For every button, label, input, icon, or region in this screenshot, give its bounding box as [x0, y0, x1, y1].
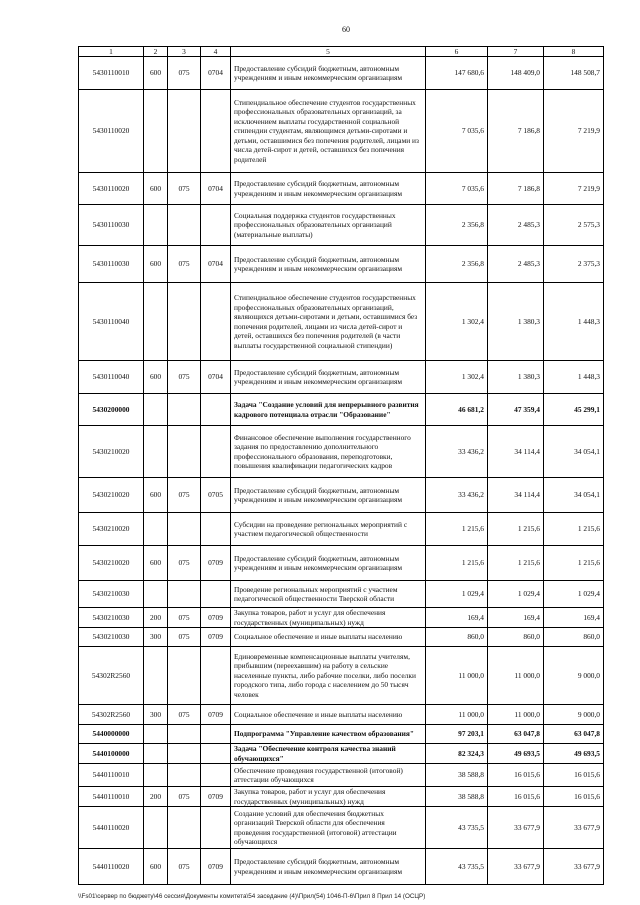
cell-value-1: 11 000,0 [426, 705, 488, 725]
cell-value-1: 43 735,5 [426, 807, 488, 849]
column-number: 6 [426, 47, 488, 57]
cell-name: Предоставление субсидий бюджетным, автономным учреждениям и иным некоммерческим организациям [231, 361, 426, 394]
cell-value-1: 7 035,6 [426, 90, 488, 173]
cell-value-2: 11 000,0 [488, 705, 544, 725]
cell-value-2: 11 000,0 [488, 647, 544, 705]
cell-administrator-code: 075 [168, 173, 201, 205]
cell-expense-type: 600 [144, 173, 168, 205]
table-row [79, 807, 604, 849]
cell-section-code: 0704 [201, 361, 231, 394]
cell-target-code: 5430210030 [79, 628, 144, 647]
cell-value-2: 33 677,9 [488, 849, 544, 885]
cell-value-2: 169,4 [488, 608, 544, 628]
cell-value-3: 9 000,0 [544, 647, 604, 705]
cell-administrator-code: 075 [168, 705, 201, 725]
cell-value-3: 16 015,6 [544, 787, 604, 807]
cell-section-code: 0709 [201, 628, 231, 647]
column-number: 5 [231, 47, 426, 57]
cell-target-code: 5430110030 [79, 205, 144, 246]
table-row [79, 173, 604, 205]
cell-expense-type: 600 [144, 478, 168, 513]
cell-expense-type [144, 647, 168, 705]
table-row [79, 205, 604, 246]
cell-section-code [201, 764, 231, 787]
cell-value-3: 63 047,8 [544, 725, 604, 744]
cell-administrator-code [168, 426, 201, 478]
cell-target-code: 5440110010 [79, 764, 144, 787]
cell-value-1: 38 588,8 [426, 787, 488, 807]
cell-value-3: 2 575,3 [544, 205, 604, 246]
cell-name: Стипендиальное обеспечение студентов государственных профессиональных образовательных организаций, за исключением выплаты государственной социальной стипендии студентам, являющимся детьми-сиротами и детьми, оставшимися без попечения родителей, лицами из числа детей-сирот и детей, оставшихся без попечения родителей [231, 90, 426, 173]
table-row [79, 394, 604, 426]
cell-expense-type: 200 [144, 787, 168, 807]
table-row [79, 478, 604, 513]
page-number: 60 [342, 25, 350, 34]
cell-administrator-code [168, 205, 201, 246]
cell-section-code: 0704 [201, 173, 231, 205]
cell-name: Проведение региональных мероприятий с участием педагогической общественности Тверской области [231, 581, 426, 608]
cell-value-1: 147 680,6 [426, 57, 488, 90]
cell-value-3: 148 508,7 [544, 57, 604, 90]
cell-administrator-code: 075 [168, 57, 201, 90]
budget-table [78, 46, 604, 885]
cell-value-2: 34 114,4 [488, 478, 544, 513]
table-row [79, 426, 604, 478]
cell-expense-type [144, 807, 168, 849]
cell-value-1: 82 324,3 [426, 744, 488, 764]
table-row [79, 90, 604, 173]
cell-administrator-code: 075 [168, 628, 201, 647]
cell-name: Финансовое обеспечение выполнения государственного задания по предоставлению дополнительного профессионального образования, переподготовки, повышения квалификации педагогических кадров [231, 426, 426, 478]
column-number: 4 [201, 47, 231, 57]
cell-name: Предоставление субсидий бюджетным, автономным учреждениям и иным некоммерческим организациям [231, 173, 426, 205]
cell-value-2: 49 693,5 [488, 744, 544, 764]
cell-administrator-code [168, 90, 201, 173]
cell-value-2: 7 186,8 [488, 90, 544, 173]
cell-value-1: 1 215,6 [426, 513, 488, 546]
cell-section-code [201, 90, 231, 173]
cell-target-code: 5430110040 [79, 283, 144, 361]
cell-value-3: 33 677,9 [544, 807, 604, 849]
cell-name: Задача "Обеспечение контроля качества знаний обучающихся" [231, 744, 426, 764]
cell-value-3: 34 054,1 [544, 478, 604, 513]
cell-name: Закупка товаров, работ и услуг для обеспечения государственных (муниципальных) нужд [231, 608, 426, 628]
cell-value-1: 38 588,8 [426, 764, 488, 787]
cell-administrator-code [168, 807, 201, 849]
cell-value-3: 16 015,6 [544, 764, 604, 787]
cell-expense-type [144, 394, 168, 426]
cell-section-code [201, 205, 231, 246]
cell-target-code: 5440110020 [79, 807, 144, 849]
table-row [79, 647, 604, 705]
cell-value-1: 1 302,4 [426, 361, 488, 394]
cell-value-3: 49 693,5 [544, 744, 604, 764]
cell-section-code: 0705 [201, 478, 231, 513]
table-row [79, 513, 604, 546]
cell-administrator-code [168, 744, 201, 764]
cell-value-1: 2 356,8 [426, 246, 488, 283]
table-row [79, 849, 604, 885]
cell-section-code [201, 513, 231, 546]
cell-expense-type: 200 [144, 608, 168, 628]
cell-name: Социальная поддержка студентов государственных профессиональных образовательных организаций (материальные выплаты) [231, 205, 426, 246]
cell-value-1: 7 035,6 [426, 173, 488, 205]
cell-value-3: 1 448,3 [544, 283, 604, 361]
cell-administrator-code: 075 [168, 361, 201, 394]
cell-target-code: 5440110020 [79, 849, 144, 885]
cell-expense-type: 600 [144, 849, 168, 885]
cell-target-code: 5430200000 [79, 394, 144, 426]
cell-value-1: 33 436,2 [426, 426, 488, 478]
table-row [79, 787, 604, 807]
cell-value-3: 1 215,6 [544, 513, 604, 546]
cell-value-3: 169,4 [544, 608, 604, 628]
cell-value-1: 33 436,2 [426, 478, 488, 513]
column-number: 8 [544, 47, 604, 57]
cell-target-code: 5430210030 [79, 608, 144, 628]
cell-section-code [201, 283, 231, 361]
cell-section-code: 0709 [201, 787, 231, 807]
table-row [79, 628, 604, 647]
cell-expense-type [144, 205, 168, 246]
cell-value-1: 1 302,4 [426, 283, 488, 361]
cell-expense-type: 600 [144, 361, 168, 394]
cell-administrator-code [168, 764, 201, 787]
cell-value-1: 46 681,2 [426, 394, 488, 426]
cell-section-code [201, 394, 231, 426]
cell-expense-type: 300 [144, 705, 168, 725]
cell-value-1: 11 000,0 [426, 647, 488, 705]
table-row [79, 361, 604, 394]
cell-section-code [201, 647, 231, 705]
cell-value-2: 1 215,6 [488, 513, 544, 546]
cell-name: Создание условий для обеспечения бюджетных организаций Тверской области для обеспечения проведения государственной (итоговой) аттестации обучающихся [231, 807, 426, 849]
table-row [79, 246, 604, 283]
cell-expense-type: 600 [144, 246, 168, 283]
cell-value-2: 2 485,3 [488, 246, 544, 283]
cell-section-code: 0709 [201, 608, 231, 628]
column-number-row [79, 47, 604, 57]
column-number: 7 [488, 47, 544, 57]
cell-administrator-code [168, 725, 201, 744]
table-row [79, 283, 604, 361]
cell-name: Предоставление субсидий бюджетным, автономным учреждениям и иным некоммерческим организациям [231, 246, 426, 283]
cell-target-code: 5440100000 [79, 744, 144, 764]
cell-value-2: 860,0 [488, 628, 544, 647]
cell-expense-type: 600 [144, 57, 168, 90]
cell-name: Предоставление субсидий бюджетным, автономным учреждениям и иным некоммерческим организациям [231, 478, 426, 513]
cell-value-1: 860,0 [426, 628, 488, 647]
cell-target-code: 5430110010 [79, 57, 144, 90]
cell-administrator-code: 075 [168, 849, 201, 885]
cell-target-code: 5430110040 [79, 361, 144, 394]
cell-target-code: 5430210030 [79, 581, 144, 608]
cell-target-code: 5430210020 [79, 426, 144, 478]
cell-name: Субсидии на проведение региональных мероприятий с участием педагогической общественности [231, 513, 426, 546]
cell-target-code: 5430210020 [79, 478, 144, 513]
cell-name: Задача "Создание условий для непрерывного развития кадрового потенциала отрасли "Образование" [231, 394, 426, 426]
cell-administrator-code [168, 394, 201, 426]
cell-name: Предоставление субсидий бюджетным, автономным учреждениям и иным некоммерческим организациям [231, 546, 426, 581]
cell-section-code [201, 807, 231, 849]
cell-target-code: 5440110010 [79, 787, 144, 807]
cell-value-2: 33 677,9 [488, 807, 544, 849]
cell-value-3: 860,0 [544, 628, 604, 647]
cell-expense-type [144, 725, 168, 744]
cell-administrator-code: 075 [168, 546, 201, 581]
cell-target-code: 5440000000 [79, 725, 144, 744]
cell-value-1: 169,4 [426, 608, 488, 628]
cell-administrator-code [168, 283, 201, 361]
table-row [79, 705, 604, 725]
cell-value-2: 1 029,4 [488, 581, 544, 608]
table-body [79, 57, 604, 885]
cell-value-1: 1 215,6 [426, 546, 488, 581]
table-row [79, 546, 604, 581]
cell-name: Предоставление субсидий бюджетным, автономным учреждениям и иным некоммерческим организациям [231, 849, 426, 885]
cell-value-1: 2 356,8 [426, 205, 488, 246]
cell-value-3: 7 219,9 [544, 90, 604, 173]
cell-value-2: 1 215,6 [488, 546, 544, 581]
cell-value-2: 1 380,3 [488, 361, 544, 394]
cell-target-code: 5430110020 [79, 90, 144, 173]
cell-name: Социальное обеспечение и иные выплаты населению [231, 705, 426, 725]
cell-expense-type: 600 [144, 546, 168, 581]
cell-value-3: 1 448,3 [544, 361, 604, 394]
table-row [79, 764, 604, 787]
cell-value-2: 16 015,6 [488, 787, 544, 807]
cell-target-code: 5430110030 [79, 246, 144, 283]
cell-administrator-code: 075 [168, 246, 201, 283]
cell-administrator-code [168, 581, 201, 608]
cell-administrator-code [168, 647, 201, 705]
cell-value-1: 43 735,5 [426, 849, 488, 885]
cell-expense-type [144, 764, 168, 787]
table-row [79, 608, 604, 628]
cell-value-3: 7 219,9 [544, 173, 604, 205]
cell-value-2: 1 380,3 [488, 283, 544, 361]
cell-administrator-code: 075 [168, 787, 201, 807]
cell-name: Предоставление субсидий бюджетным, автономным учреждениям и иным некоммерческим организациям [231, 57, 426, 90]
cell-target-code: 54302R2560 [79, 705, 144, 725]
cell-expense-type: 300 [144, 628, 168, 647]
cell-value-2: 16 015,6 [488, 764, 544, 787]
cell-value-1: 1 029,4 [426, 581, 488, 608]
cell-expense-type [144, 426, 168, 478]
cell-name: Закупка товаров, работ и услуг для обеспечения государственных (муниципальных) нужд [231, 787, 426, 807]
cell-value-3: 1 215,6 [544, 546, 604, 581]
cell-name: Стипендиальное обеспечение студентов государственных профессиональных образовательных организаций, являющихся детьми-сиротами и детьми, оставшимися без попечения родителей, лицами из числа детей-сирот и детей, оставшихся без попечения родителей (в части выплаты государственной социальной стипендии) [231, 283, 426, 361]
cell-section-code [201, 744, 231, 764]
cell-expense-type [144, 744, 168, 764]
table-row [79, 57, 604, 90]
cell-section-code: 0704 [201, 57, 231, 90]
table-row [79, 725, 604, 744]
cell-section-code: 0709 [201, 705, 231, 725]
cell-administrator-code: 075 [168, 478, 201, 513]
cell-section-code: 0709 [201, 546, 231, 581]
cell-name: Социальное обеспечение и иные выплаты населению [231, 628, 426, 647]
cell-value-2: 63 047,8 [488, 725, 544, 744]
column-number: 1 [79, 47, 144, 57]
cell-value-1: 97 203,1 [426, 725, 488, 744]
cell-section-code [201, 725, 231, 744]
table-row [79, 581, 604, 608]
cell-target-code: 5430210020 [79, 546, 144, 581]
footer-file-path: \\Fs01\сервер по бюджету\46 сессия\Документы комитета\54 заседание (4)\Прил(54) 1046-П-6\Прил 8 Прил 14 (ОСЦР) [78, 893, 426, 900]
cell-value-2: 47 359,4 [488, 394, 544, 426]
cell-value-3: 34 054,1 [544, 426, 604, 478]
cell-value-2: 7 186,8 [488, 173, 544, 205]
cell-target-code: 5430110020 [79, 173, 144, 205]
cell-value-3: 2 375,3 [544, 246, 604, 283]
cell-expense-type [144, 283, 168, 361]
cell-administrator-code: 075 [168, 608, 201, 628]
cell-name: Единовременные компенсационные выплаты учителям, прибывшим (переехавшим) на работу в сельские населенные пункты, либо рабочие поселки, либо поселки городского типа, либо города с населением до 50 тысяч человек [231, 647, 426, 705]
cell-expense-type [144, 581, 168, 608]
cell-value-2: 148 409,0 [488, 57, 544, 90]
cell-value-3: 9 000,0 [544, 705, 604, 725]
cell-section-code [201, 581, 231, 608]
cell-target-code: 54302R2560 [79, 647, 144, 705]
cell-target-code: 5430210020 [79, 513, 144, 546]
cell-value-2: 2 485,3 [488, 205, 544, 246]
cell-expense-type [144, 90, 168, 173]
cell-administrator-code [168, 513, 201, 546]
cell-value-2: 34 114,4 [488, 426, 544, 478]
column-number: 2 [144, 47, 168, 57]
cell-name: Обеспечение проведения государственной (итоговой) аттестации обучающихся [231, 764, 426, 787]
cell-value-3: 1 029,4 [544, 581, 604, 608]
column-number: 3 [168, 47, 201, 57]
cell-section-code [201, 426, 231, 478]
cell-section-code: 0709 [201, 849, 231, 885]
cell-value-3: 33 677,9 [544, 849, 604, 885]
cell-value-3: 45 299,1 [544, 394, 604, 426]
cell-section-code: 0704 [201, 246, 231, 283]
cell-name: Подпрограмма "Управление качеством образования" [231, 725, 426, 744]
table-row [79, 744, 604, 764]
cell-expense-type [144, 513, 168, 546]
